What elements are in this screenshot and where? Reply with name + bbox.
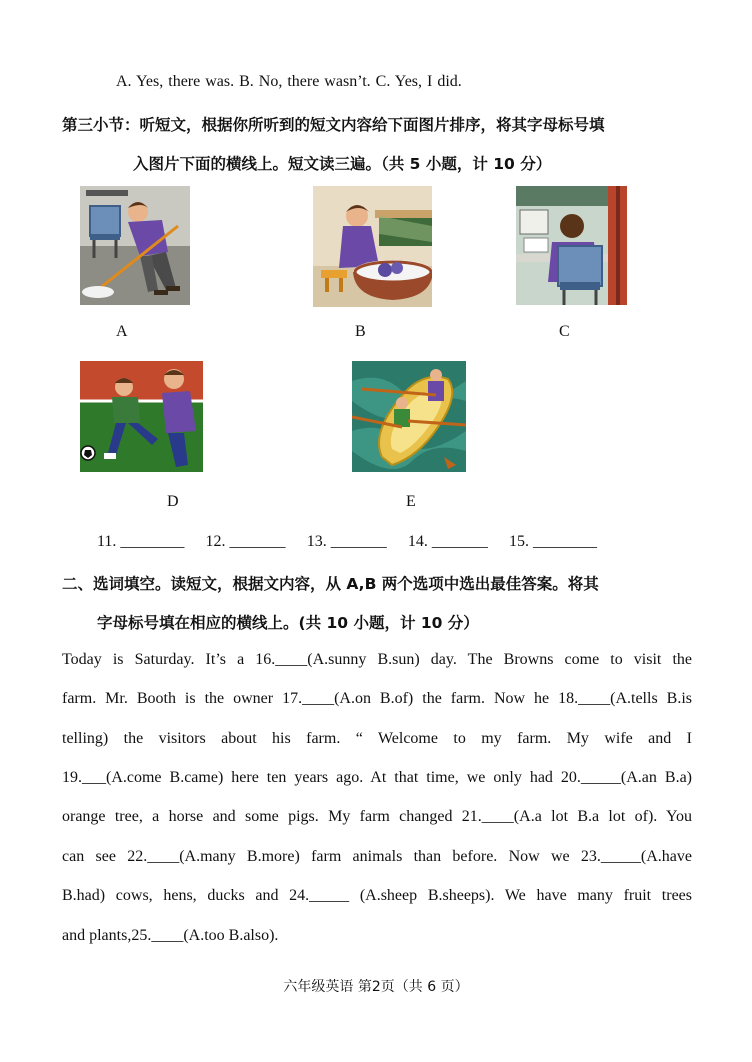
answer-blank-11[interactable]: 11. ________ xyxy=(97,533,185,550)
passage-line-6: can see 22.____(A.many B.more) farm animals than before. Now we 23._____(A.have xyxy=(62,848,692,865)
section3-heading-line2: 入图片下面的横线上。短文读三遍。（共 5 小题，计 10 分） xyxy=(133,155,552,173)
part2-heading-line2 xyxy=(97,611,479,633)
page-footer: 六年级英语 第2页（共 6 页） xyxy=(283,979,469,995)
picture-c-boy-studying xyxy=(516,186,627,305)
picture-d-boys-football xyxy=(80,361,203,472)
picture-label-e: E xyxy=(406,493,416,510)
picture-label-d: D xyxy=(167,493,179,510)
boy-mopping-floor-icon xyxy=(80,186,190,305)
picture-label-b: B xyxy=(355,323,366,340)
boy-washing-clothes-icon xyxy=(313,186,432,307)
answer-blanks-row xyxy=(97,533,597,551)
picture-label-a: A xyxy=(116,323,128,340)
passage-line-2: farm. Mr. Booth is the owner 17.____(A.on B.of) the farm. Now he 18.____(A.tells B.is xyxy=(62,690,692,707)
boys-playing-football-icon xyxy=(80,361,203,472)
answer-options-line: A. Yes, there was. B. No, there wasn’t. C. Yes, I did. xyxy=(116,73,462,90)
section3-heading-line1: 第三小节：听短文，根据你所听到的短文内容给下面图片排序，将其字母标号填 xyxy=(62,116,605,134)
answer-blank-12[interactable]: 12. _______ xyxy=(205,533,286,550)
picture-b-boy-washing xyxy=(313,186,432,307)
picture-a-boy-mopping xyxy=(80,186,190,305)
boy-doing-homework-icon xyxy=(516,186,627,305)
part2-heading-line1: 二、选词填空。读短文，根据文内容，从 A,B 两个选项中选出最佳答案。将其 xyxy=(62,575,599,593)
passage-line-5: orange tree, a horse and some pigs. My farm changed 21.____(A.a lot B.a lot of). You xyxy=(62,808,692,825)
answer-blank-14[interactable]: 14. _______ xyxy=(407,533,488,550)
passage-line-3: telling) the visitors about his farm. “ Welcome to my farm. My wife and I xyxy=(62,730,692,747)
boys-rowing-boat-icon xyxy=(352,361,466,472)
answer-blank-13[interactable]: 13. _______ xyxy=(306,533,387,550)
passage-line-1: Today is Saturday. It’s a 16.____(A.sunny B.sun) day. The Browns come to visit the xyxy=(62,651,692,668)
answer-blank-15[interactable]: 15. ________ xyxy=(508,533,597,550)
picture-e-boys-rowing xyxy=(352,361,466,472)
passage-line-4: 19.___(A.come B.came) here ten years ago. At that time, we only had 20._____(A.an B.a) xyxy=(62,769,692,786)
passage-line-7: B.had) cows, hens, ducks and 24._____ (A.sheep B.sheeps). We have many fruit trees xyxy=(62,887,692,904)
part2-heading-line2-text: 字母标号填在相应的横线上。(共 10 小题，计 10 分） xyxy=(97,614,479,632)
picture-label-c: C xyxy=(559,323,570,340)
passage-line-8: and plants,25.____(A.too B.also). xyxy=(62,927,279,944)
